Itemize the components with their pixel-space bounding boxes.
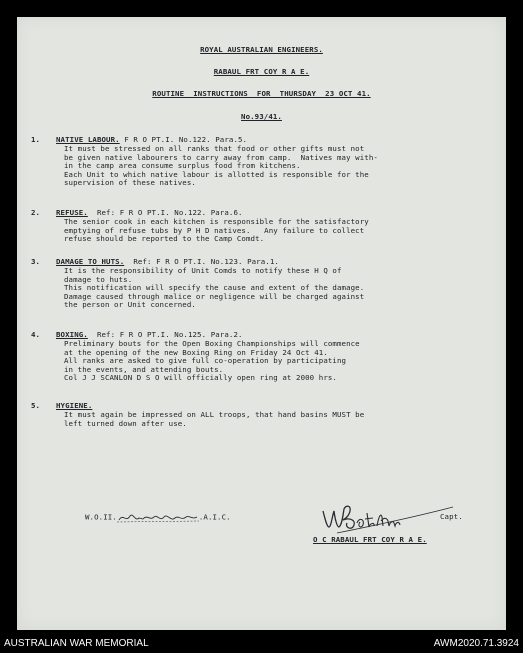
section-ref: F R O PT.I. No.122. Para.5. (119, 135, 248, 144)
section-ref: Ref: F R O PT.I. No.122. Para.6. (87, 208, 243, 217)
section-body: Preliminary bouts for the Open Boxing Championships will commence at the opening of the new Boxing Ring on Friday 24 Oct 41. All ranks are asked to give full co-operation by participating in the events, and attending bouts. Col J J SCANLON D S O will officially open ring at 2000 hrs. (64, 339, 360, 382)
section-title: DAMAGE TO HUTS. (56, 257, 125, 266)
rank-label: Capt. (440, 512, 463, 521)
document-page (17, 17, 506, 630)
heading-coy: RABAUL FRT COY R A E. (213, 67, 310, 76)
heading-number: No.93/41. (241, 112, 282, 121)
footer-accession-number: AWM2020.71.3924 (433, 638, 519, 649)
officer-commanding-line: O C RABAUL FRT COY R A E. (313, 535, 427, 544)
signature-warrant-officer (85, 511, 231, 524)
section-ref: Ref: F R O PT.I. No.125. Para.2. (87, 330, 243, 339)
section-title: BOXING. (56, 330, 88, 339)
handwritten-signature-right (317, 497, 457, 537)
section-ref: Ref: F R O PT.I. No.123. Para.1. (124, 257, 279, 266)
section-number: 5. (31, 401, 41, 410)
section-body: It is the responsibility of Unit Comds to notify these H Q of damage to huts. This notification will specify the cause and extent of the damage. Damage caused through malice or negligence will be charged against the person or Unit concerned. (64, 266, 365, 309)
handwritten-signature-left (117, 511, 199, 524)
section-number: 1. (31, 135, 41, 144)
section-title: NATIVE LABOUR. (56, 135, 120, 144)
heading-routine: ROUTINE INSTRUCTIONS FOR THURSDAY 23 OCT 41. (152, 89, 371, 98)
section-number: 2. (31, 208, 41, 217)
section-number: 3. (31, 257, 41, 266)
section-title: HYGIENE. (56, 401, 93, 410)
signature-suffix: .A.I.C. (198, 512, 231, 522)
section-title: REFUSE. (56, 208, 88, 217)
section-body: The senior cook in each kitchen is responsible for the satisfactory emptying of refuse tubs by P H D natives. Any failure to collect refuse should be reported to the Camp Comdt. (64, 217, 369, 243)
heading-unit: ROYAL AUSTRALIAN ENGINEERS. (200, 45, 323, 54)
section-number: 4. (31, 330, 41, 339)
section-body: It must be stressed on all ranks that food or other gifts must not be given native labourers to carry away from camp. Natives may with- in the camp area consume surplus food from kitchens. Each Unit to which native labour is allotted is responsible for the supervision of these natives. (64, 144, 378, 187)
section-body: It must again be impressed on ALL troops, that hand basins MUST be left turned down after use. (64, 410, 365, 428)
footer-source: AUSTRALIAN WAR MEMORIAL (4, 638, 149, 649)
signature-prefix: W.O.II. (85, 512, 117, 522)
